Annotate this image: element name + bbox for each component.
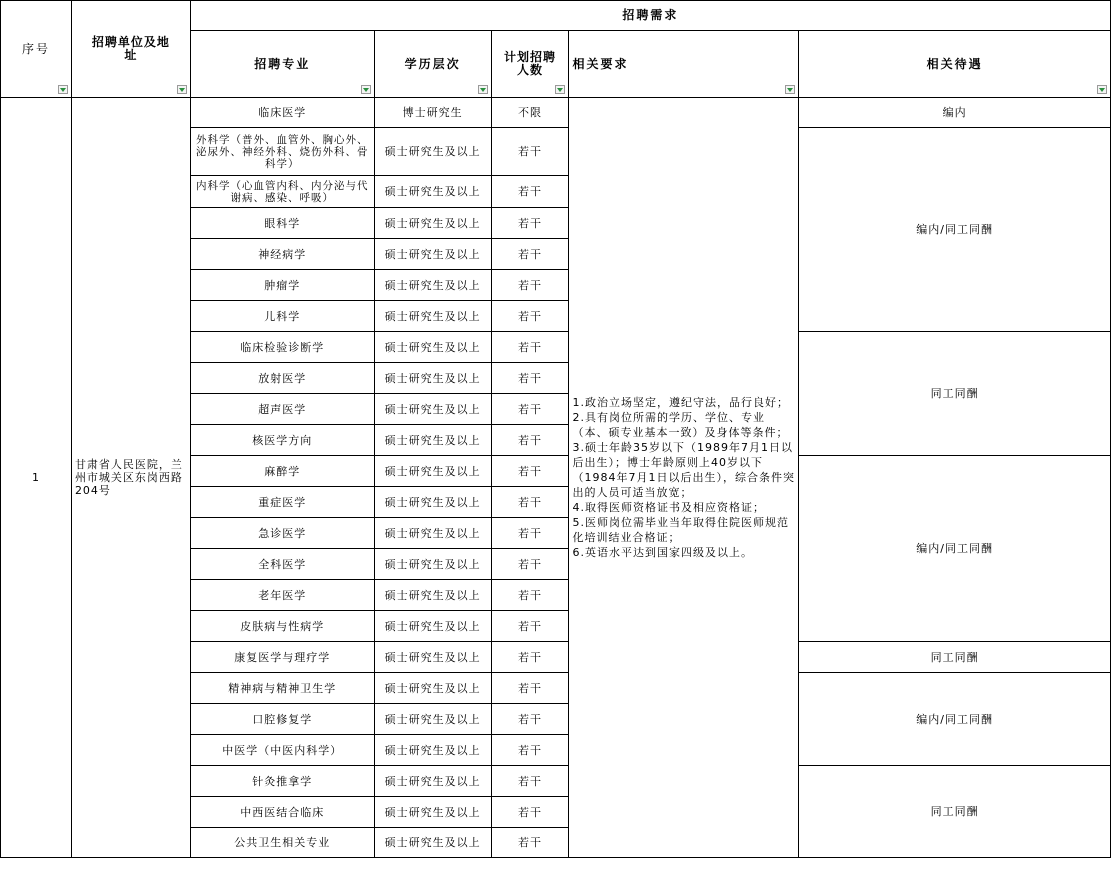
major-cell: 公共卫生相关专业: [190, 828, 374, 858]
degree-cell: 硕士研究生及以上: [374, 704, 491, 735]
major-cell: 皮肤病与性病学: [190, 611, 374, 642]
count-cell: 若干: [491, 301, 569, 332]
benefits-cell: 同工同酬: [799, 642, 1111, 673]
header-plan: [491, 31, 569, 98]
count-cell: 若干: [491, 642, 569, 673]
count-cell: 若干: [491, 425, 569, 456]
record-index: 1: [1, 98, 72, 858]
major-cell: 临床医学: [190, 98, 374, 128]
major-cell: 儿科学: [190, 301, 374, 332]
count-cell: 若干: [491, 487, 569, 518]
filter-dropdown-icon[interactable]: [177, 85, 187, 94]
degree-cell: 硕士研究生及以上: [374, 301, 491, 332]
major-cell: 外科学（普外、血管外、胸心外、泌尿外、神经外科、烧伤外科、骨科学）: [190, 128, 374, 176]
degree-cell: 硕士研究生及以上: [374, 425, 491, 456]
filter-dropdown-icon[interactable]: [478, 85, 488, 94]
count-cell: 若干: [491, 549, 569, 580]
count-cell: 若干: [491, 332, 569, 363]
major-cell: 重症医学: [190, 487, 374, 518]
major-cell: 临床检验诊断学: [190, 332, 374, 363]
header-requirements: [569, 31, 799, 98]
major-cell: 中西医结合临床: [190, 797, 374, 828]
degree-cell: 硕士研究生及以上: [374, 580, 491, 611]
header-unit: [71, 1, 190, 98]
count-cell: 若干: [491, 518, 569, 549]
major-cell: 全科医学: [190, 549, 374, 580]
record-unit: 甘肃省人民医院，兰州市城关区东岗西路204号: [71, 98, 190, 858]
filter-dropdown-icon[interactable]: [58, 85, 68, 94]
count-cell: 若干: [491, 270, 569, 301]
major-cell: 老年医学: [190, 580, 374, 611]
filter-dropdown-icon[interactable]: [1097, 85, 1107, 94]
header-index-label: 序号: [21, 41, 50, 56]
major-cell: 康复医学与理疗学: [190, 642, 374, 673]
degree-cell: 硕士研究生及以上: [374, 766, 491, 797]
major-cell: 神经病学: [190, 239, 374, 270]
benefits-cell: 编内/同工同酬: [799, 456, 1111, 642]
degree-cell: 硕士研究生及以上: [374, 363, 491, 394]
header-plan-label: 计划招聘人数: [504, 50, 557, 77]
requirements-cell: [569, 98, 799, 858]
count-cell: 若干: [491, 766, 569, 797]
count-cell: 若干: [491, 828, 569, 858]
degree-cell: 硕士研究生及以上: [374, 611, 491, 642]
major-cell: 精神病与精神卫生学: [190, 673, 374, 704]
count-cell: 若干: [491, 239, 569, 270]
count-cell: 若干: [491, 176, 569, 208]
header-index: [1, 1, 72, 98]
major-cell: 超声医学: [190, 394, 374, 425]
requirement-item: 3.硕士年龄35岁以下（1989年7月1日以后出生）；博士年龄原则上40岁以下（1984年7月1日以后出生），综合条件突出的人员可适当放宽；: [572, 441, 795, 499]
major-cell: 内科学（心血管内科、内分泌与代谢病、感染、呼吸）: [190, 176, 374, 208]
major-cell: 肿瘤学: [190, 270, 374, 301]
benefits-cell: 编内/同工同酬: [799, 128, 1111, 332]
major-cell: 口腔修复学: [190, 704, 374, 735]
degree-cell: 硕士研究生及以上: [374, 549, 491, 580]
major-cell: 放射医学: [190, 363, 374, 394]
requirement-item: 6.英语水平达到国家四级及以上。: [572, 546, 753, 559]
major-cell: 核医学方向: [190, 425, 374, 456]
header-unit-label: 招聘单位及地址: [91, 35, 170, 62]
count-cell: 若干: [491, 128, 569, 176]
count-cell: 若干: [491, 735, 569, 766]
benefits-cell: 同工同酬: [799, 766, 1111, 858]
header-major: [190, 31, 374, 98]
header-major-label: 招聘专业: [254, 56, 311, 71]
degree-cell: 硕士研究生及以上: [374, 239, 491, 270]
filter-dropdown-icon[interactable]: [785, 85, 795, 94]
count-cell: 若干: [491, 456, 569, 487]
degree-cell: 硕士研究生及以上: [374, 797, 491, 828]
major-cell: 麻醉学: [190, 456, 374, 487]
count-cell: 若干: [491, 673, 569, 704]
degree-cell: 硕士研究生及以上: [374, 128, 491, 176]
count-cell: 若干: [491, 580, 569, 611]
degree-cell: 硕士研究生及以上: [374, 208, 491, 239]
count-cell: 若干: [491, 394, 569, 425]
major-cell: 眼科学: [190, 208, 374, 239]
degree-cell: 硕士研究生及以上: [374, 673, 491, 704]
benefits-cell: 编内: [799, 98, 1111, 128]
degree-cell: 硕士研究生及以上: [374, 828, 491, 858]
header-benefits-label: 相关待遇: [926, 56, 983, 71]
major-cell: 急诊医学: [190, 518, 374, 549]
header-degree-label: 学历层次: [404, 56, 461, 71]
degree-cell: 硕士研究生及以上: [374, 270, 491, 301]
degree-cell: 硕士研究生及以上: [374, 487, 491, 518]
degree-cell: 硕士研究生及以上: [374, 332, 491, 363]
benefits-cell: 同工同酬: [799, 332, 1111, 456]
degree-cell: 硕士研究生及以上: [374, 642, 491, 673]
requirement-item: 5.医师岗位需毕业当年取得住院医师规范化培训结业合格证；: [572, 516, 789, 544]
requirement-item: 2.具有岗位所需的学历、学位、专业（本、硕专业基本一致）及身体等条件；: [572, 411, 789, 439]
degree-cell: 硕士研究生及以上: [374, 735, 491, 766]
degree-cell: 硕士研究生及以上: [374, 394, 491, 425]
count-cell: 若干: [491, 611, 569, 642]
filter-dropdown-icon[interactable]: [361, 85, 371, 94]
count-cell: 若干: [491, 363, 569, 394]
benefits-cell: 编内/同工同酬: [799, 673, 1111, 766]
header-demand: 招聘需求: [190, 1, 1110, 31]
header-degree: [374, 31, 491, 98]
requirement-item: 4.取得医师资格证书及相应资格证；: [572, 501, 765, 514]
count-cell: 若干: [491, 704, 569, 735]
count-cell: 若干: [491, 208, 569, 239]
header-benefits: [799, 31, 1111, 98]
degree-cell: 硕士研究生及以上: [374, 176, 491, 208]
count-cell: 不限: [491, 98, 569, 128]
degree-cell: 博士研究生: [374, 98, 491, 128]
count-cell: 若干: [491, 797, 569, 828]
filter-dropdown-icon[interactable]: [555, 85, 565, 94]
major-cell: 针灸推拿学: [190, 766, 374, 797]
header-requirements-label: 相关要求: [572, 56, 629, 71]
degree-cell: 硕士研究生及以上: [374, 456, 491, 487]
major-cell: 中医学（中医内科学）: [190, 735, 374, 766]
requirement-item: 1.政治立场坚定，遵纪守法，品行良好；: [572, 396, 789, 409]
degree-cell: 硕士研究生及以上: [374, 518, 491, 549]
